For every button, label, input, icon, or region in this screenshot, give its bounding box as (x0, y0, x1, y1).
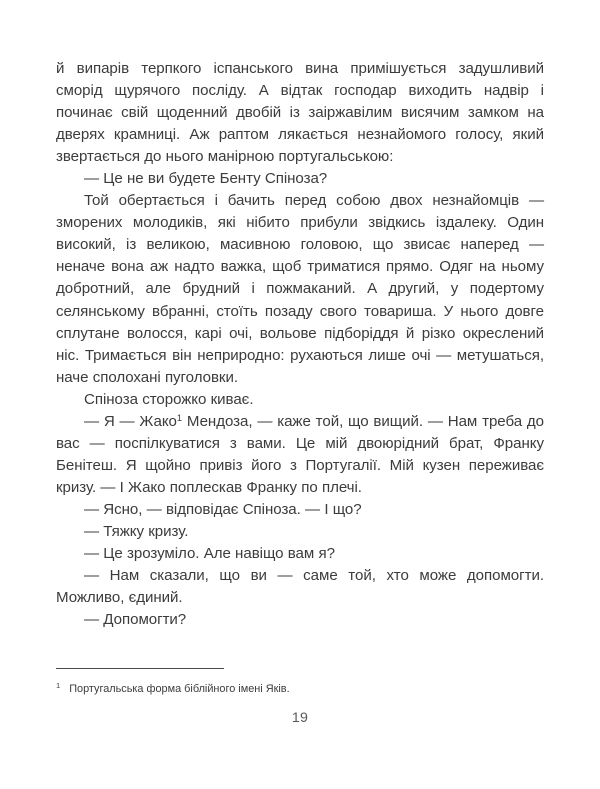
footnote-area (56, 668, 544, 697)
footnote-text: Португальська форма біблійного імені Яків. (69, 683, 290, 695)
paragraph-continuation: й випарів терпкого іспанського вина примішується задушливий сморід щурячого посліду. А відтак господар виходить надвір і починає свій щоденний двобій із заіржавілим висячим замком на дверях крамниці. Аж раптом лякається незнайомого голосу, який звертається до нього манірною португальською: (56, 60, 544, 166)
dialogue-line: — Нам сказали, що ви — саме той, хто може допомогти. Можливо, єдиний. (56, 567, 544, 607)
footnote-reference-marker[interactable]: 1 (176, 412, 183, 423)
dialogue-text-after-footnote: Мендоза, — каже той, що вищий. — Нам треба до вас — поспілкуватися з вами. Це мій двоюрідний брат, Франку Бенітеш. Я щойно привіз його з Португалії. Мій кузен переживає кризу. — І Жако поплескав Франку по плечі. (56, 412, 544, 496)
dialogue-line-with-footnote (56, 411, 544, 499)
page-number: 19 (291, 710, 309, 726)
footnote-entry (56, 678, 544, 697)
dialogue-line: — Допомогти? (84, 611, 187, 629)
page-body-text (56, 58, 544, 631)
dialogue-line: — Це не ви будете Бенту Спіноза? (84, 170, 328, 188)
footnote-number: 1 (56, 681, 61, 690)
dialogue-line: — Це зрозуміло. Але навіщо вам я? (84, 545, 335, 563)
footnote-separator-rule (56, 668, 224, 669)
paragraph: Спіноза сторожко киває. (84, 390, 254, 408)
paragraph: Той обертається і бачить перед собою двох незнайомців — зморених молодиків, які нібито прибули звідкись іздалеку. Один високий, із великою, масивною головою, що звисає наперед — неначе вона аж надто важка, щоб триматися прямо. Одяг на ньому добротний, але брудний і пожмаканий. А другий, у подертому селянському вбранні, стоїть позаду свого товариша. У нього довге сплутане волосся, карі очі, вольове підборіддя й різко окреслений ніс. Тримається він неприродно: рухаються лише очі — метушаться, наче сполохані пуголовки. (56, 192, 544, 386)
dialogue-line: — Тяжку кризу. (84, 522, 189, 540)
dialogue-line: — Ясно, — відповідає Спіноза. — І що? (84, 500, 362, 518)
dialogue-text-before-footnote: — Я — Жако (84, 412, 177, 430)
